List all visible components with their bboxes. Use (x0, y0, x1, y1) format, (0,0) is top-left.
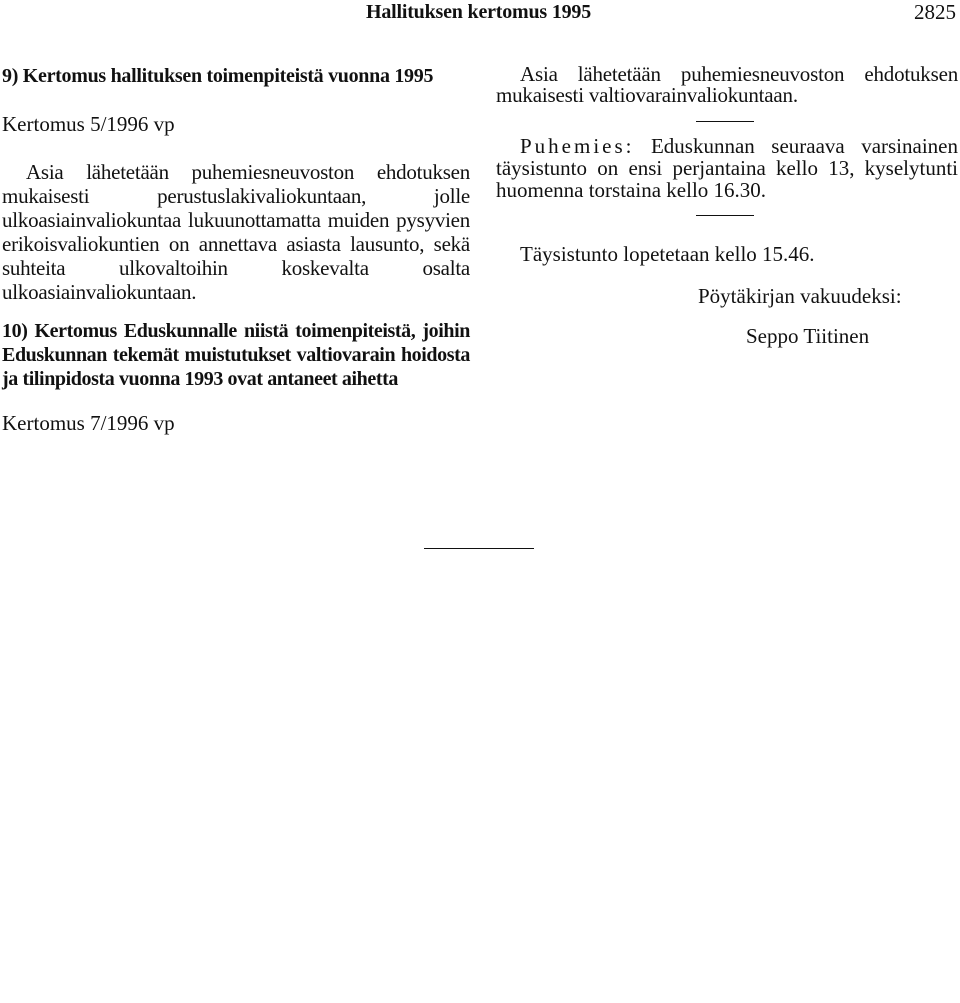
left-column (2, 64, 470, 435)
speaker-text: Eduskunnan seuraava varsinainen täysistunto on ensi perjantaina kello 13, kyselytunti huomenna torstaina kello 16.30. (496, 134, 958, 202)
page-number: 2825 (914, 0, 956, 24)
item-9-heading: 9) Kertomus hallituksen toimenpiteistä vuonna 1995 (2, 65, 434, 87)
section-end-rule (424, 548, 534, 549)
item-10-referral-paragraph: Asia lähetetään puhemiesneuvoston ehdotuksen mukaisesti valtiovarainvaliokuntaan. (496, 62, 958, 107)
speaker-label: Puhemies: (520, 134, 635, 158)
item-10-report-reference: Kertomus 7/1996 vp (2, 411, 175, 435)
item-10-heading: 10) Kertomus Eduskunnalle niistä toimenpiteistä, joihin Eduskunnan tekemät muistutukset valtiovarain hoidosta ja tilinpidosta vuonna 1993 ovat antaneet aihetta (2, 320, 470, 390)
speaker-announcement (496, 135, 958, 201)
item-9-report-reference: Kertomus 5/1996 vp (2, 112, 175, 136)
right-column (496, 64, 958, 348)
signature-name: Seppo Tiitinen (746, 324, 870, 348)
minutes-label: Pöytäkirjan vakuudeksi: (698, 284, 902, 308)
session-closing: Täysistunto lopetetaan kello 15.46. (520, 242, 815, 266)
item-9-referral-paragraph: Asia lähetetään puhemiesneuvoston ehdotuksen mukaisesti perustuslakivaliokuntaan, jolle ulkoasiainvaliokuntaa lukuunottamatta muiden pysyvien erikoisvaliokuntien on annettava asiasta lausunto, sekä suhteita ulkovaltoihin koskevalta osalta ulkoasiainvaliokuntaan. (2, 160, 470, 304)
running-header-title: Hallituksen kertomus 1995 (366, 1, 592, 23)
